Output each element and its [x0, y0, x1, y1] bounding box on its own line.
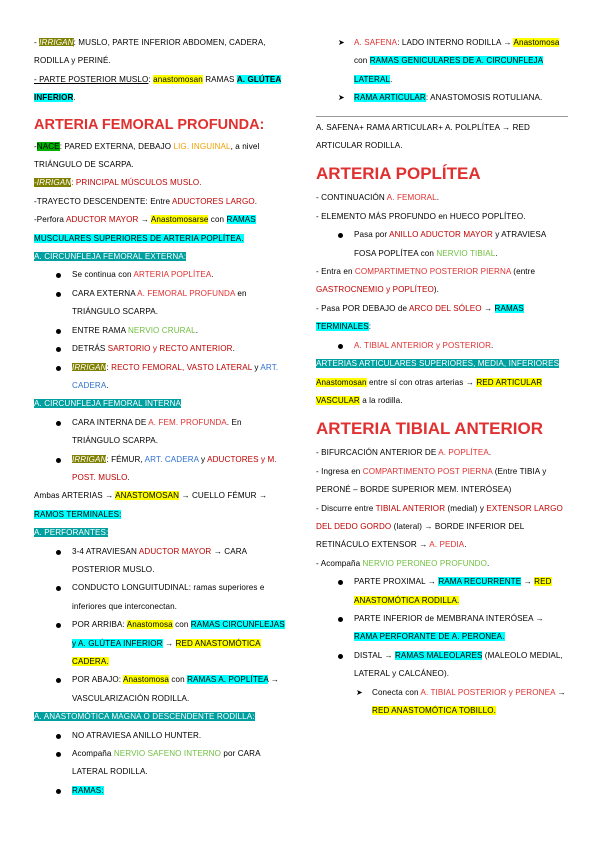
list-item: CONDUCTO LONGUITUDINAL: ramas superiores e inferiores que interconectan.	[34, 579, 286, 616]
bullet-icon	[56, 273, 61, 278]
list-item: ➤ A. SAFENA: LADO INTERNO RODILLA → Anastomosa con RAMAS GENICULARES DE A. CIRCUNFLEJA LATERAL.	[316, 34, 568, 89]
heading-poplitea: ARTERIA POPLÍTEA	[316, 164, 481, 184]
section-perforantes: A. PERFORANTES:	[34, 528, 109, 538]
paragraph-acompana: - Acompaña NERVIO PERONEO PROFUNDO.	[316, 558, 490, 568]
list-item: IRRIGAN: RECTO FEMORAL, VASTO LATERAL y ART. CADERA.	[34, 359, 286, 396]
list-item: ENTRE RAMA NERVIO CRURAL.	[34, 322, 286, 340]
irrigan-label: IRRIGAN	[39, 38, 74, 47]
bullet-icon	[56, 421, 61, 426]
list-item: DISTAL → RAMAS MALEOLARES (MALEOLO MEDIAL, LATERAL y CALCÁNEO).	[316, 647, 568, 684]
list-item: Acompaña NERVIO SAFENO INTERNO por CARA LATERAL RODILLA.	[34, 745, 286, 782]
section-arterias-articulares: ARTERIAS ARTICULARES SUPERIORES, MEDIA, INFERIORES	[316, 359, 560, 369]
list-item: IRRIGAN: FÉMUR, ART. CADERA y ADUCTORES y M. POST. MUSLO.	[34, 451, 286, 488]
paragraph-ambas-arterias: Ambas ARTERIAS → ANASTOMOSAN → CUELLO FÉMUR → RAMOS TERMINALES:	[34, 491, 268, 519]
paragraph-nace: -NACE: PARED EXTERNA, DEBAJO LIG. INGUINAL, a nivel TRIÁNGULO DE SCARPA.	[34, 141, 260, 170]
bullet-icon	[56, 678, 61, 683]
paragraph-pasa-por-debajo: - Pasa POR DEBAJO de ARCO DEL SÓLEO → RAMAS TERMINALES:	[316, 303, 524, 332]
paragraph-discurre: - Discurre entre TIBIAL ANTERIOR (medial) y EXTENSOR LARGO DEL DEDO GORDO (lateral) → BORDE INFERIOR DEL RETINÁCULO EXTENSOR → A. PEDIA.	[316, 503, 563, 550]
arrow-bullet-icon: ➤	[356, 687, 363, 697]
bullet-icon	[56, 347, 61, 352]
paragraph-continuacion: - CONTINUACIÓN A. FEMORAL.	[316, 193, 440, 203]
bullet-icon	[56, 366, 61, 371]
bullet-icon	[338, 580, 343, 585]
list-item: POR ABAJO: Anastomosa con RAMAS A. POPLÍTEA → VASCULARIZACIÓN RODILLA.	[34, 671, 286, 708]
list-item: PARTE PROXIMAL → RAMA RECURRENTE → RED ANASTOMÓTICA RODILLA.	[316, 573, 568, 610]
bullet-icon	[338, 617, 343, 622]
bullet-icon	[56, 734, 61, 739]
list-item: CARA INTERNA DE A. FEM. PROFUNDA. En TRIÁNGULO SCARPA.	[34, 414, 286, 451]
paragraph-entra: - Entra en COMPARTIMETNO POSTERIOR PIERNA (entre GASTROCNEMIO y POPLÍTEO).	[316, 267, 536, 295]
list-item: Pasa por ANILLO ADUCTOR MAYOR y ATRAVIESA FOSA POPLÍTEA con NERVIO TIBIAL.	[316, 226, 568, 263]
arrow-bullet-icon: ➤	[338, 93, 345, 103]
list-item: DETRÁS SARTORIO y RECTO ANTERIOR.	[34, 340, 286, 358]
bullet-icon	[56, 789, 61, 794]
paragraph-ingresa: - Ingresa en COMPARTIMENTO POST PIERNA (Entre TIBIA y PERONÉ – BORDE SUPERIOR MEM. INTERÓSEA)	[316, 466, 547, 495]
bullet-icon	[338, 344, 343, 349]
heading-femoral-profunda: ARTERIA FEMORAL PROFUNDA:	[34, 116, 265, 133]
arrow-bullet-icon: ➤	[338, 38, 345, 47]
list-item: 3-4 ATRAVIESAN ADUCTOR MAYOR → CARA POSTERIOR MUSLO.	[34, 543, 286, 580]
list-item: Se continua con ARTERIA POPLÍTEA.	[34, 266, 286, 284]
right-column	[316, 34, 568, 720]
section-anastomotica-magna: A. ANASTOMÓTICA MAGNA O DESCENDENTE RODILLA:	[34, 712, 255, 722]
bullet-icon	[56, 623, 61, 628]
paragraph-irrigan: - IRRIGAN: MUSLO, PARTE INFERIOR ABDOMEN, CADERA, RODILLA y PERINÉ.	[34, 38, 266, 66]
paragraph-red-articular: A. SAFENA+ RAMA ARTICULAR+ A. POLPLÍTEA → RED ARTICULAR RODILLA.	[316, 122, 530, 151]
divider	[316, 116, 568, 117]
section-circunfleja-interna: A. CIRCUNFLEJA FEMORAL INTERNA	[34, 399, 182, 409]
list-item: ➤ RAMA ARTICULAR: ANASTOMOSIS ROTULIANA.	[316, 89, 568, 107]
paragraph-irrigan-musculos: -IRRIGAN: PRINCIPAL MÚSCULOS MUSLO.	[34, 178, 202, 188]
paragraph-trayecto: -TRAYECTO DESCENDENTE: Entre ADUCTORES LARGO.	[34, 196, 258, 206]
list-item: PARTE INFERIOR de MEMBRANA INTERÓSEA → RAMA PERFORANTE DE A. PERONEA.	[316, 610, 568, 647]
section-circunfleja-externa: A. CIRCUNFLEJA FEMORAL EXTERNA:	[34, 252, 187, 262]
list-item: NO ATRAVIESA ANILLO HUNTER.	[34, 727, 286, 745]
list-item: A. TIBIAL ANTERIOR y POSTERIOR.	[316, 337, 568, 355]
bullet-icon	[56, 586, 61, 591]
bullet-icon	[338, 233, 343, 238]
paragraph-posterior-muslo: - PARTE POSTERIOR MUSLO: anastomosan RAMAS A. GLÚTEA INFERIOR.	[34, 74, 282, 103]
list-item: POR ARRIBA: Anastomosa con RAMAS CIRCUNFLEJAS y A. GLÚTEA INFERIOR → RED ANASTOMÓTICA CADERA.	[34, 616, 286, 671]
paragraph-anastomosan: Anastomosan entre sí con otras arterias → RED ARTICULAR VASCULAR a la rodilla.	[316, 377, 543, 405]
heading-tibial-anterior: ARTERIA TIBIAL ANTERIOR	[316, 419, 543, 439]
bullet-icon	[56, 458, 61, 463]
list-item: ➤ Conecta con A. TIBIAL POSTERIOR y PERONEA → RED ANASTOMÓTICA TOBILLO.	[316, 684, 568, 721]
bullet-icon	[56, 292, 61, 297]
left-column	[34, 34, 286, 800]
paragraph-elemento: - ELEMENTO MÁS PROFUNDO en HUECO POPLÍTEO.	[316, 211, 526, 221]
bullet-icon	[338, 654, 343, 659]
bullet-icon	[56, 752, 61, 757]
list-item: CARA EXTERNA A. FEMORAL PROFUNDA en TRIÁNGULO SCARPA.	[34, 285, 286, 322]
bullet-icon	[56, 329, 61, 334]
list-item: RAMAS:	[34, 782, 286, 800]
paragraph-perfora: -Perfora ADUCTOR MAYOR → Anastomosarse con RAMAS MUSCULARES SUPERIORES DE ARTERIA POPLÍTEA.	[34, 215, 256, 243]
bullet-icon	[56, 550, 61, 555]
paragraph-bifurcacion: - BIFURCACIÓN ANTERIOR DE A. POPLÍTEA.	[316, 448, 492, 458]
